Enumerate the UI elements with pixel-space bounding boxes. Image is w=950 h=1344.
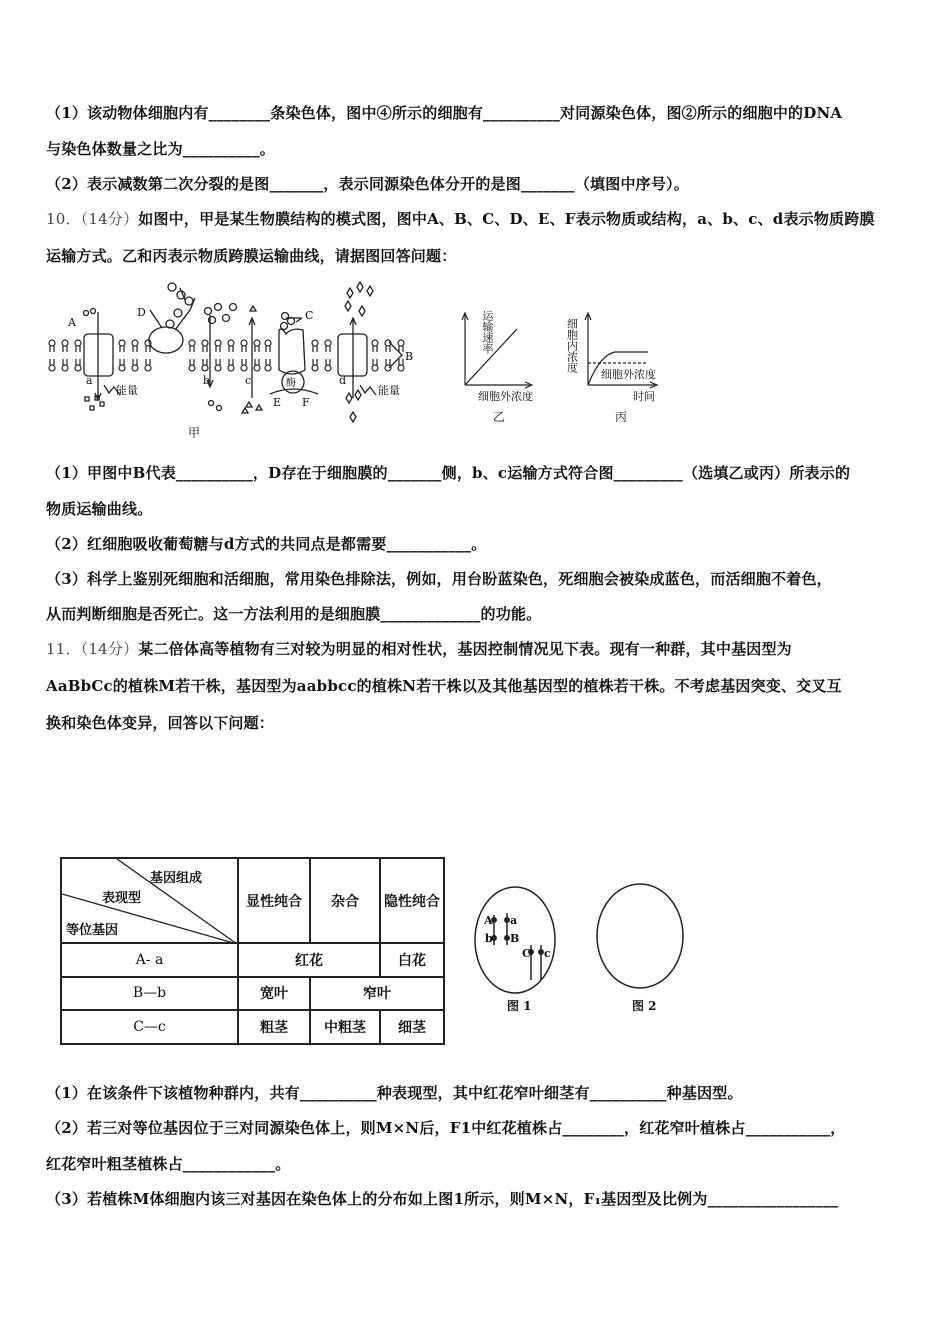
- phospholipid-tail: [216, 346, 220, 352]
- figure-jia-caption: 甲: [188, 426, 201, 440]
- gene-table: [60, 857, 445, 1045]
- phospholipid-head: [254, 340, 260, 346]
- bing-caption: 丙: [615, 410, 628, 424]
- phospholipid-tail: [399, 346, 403, 352]
- phospholipid-tail: [133, 346, 137, 352]
- phospholipid-tail: [76, 346, 80, 352]
- phospholipid-head: [189, 365, 195, 371]
- glycoprotein-chain: [150, 288, 195, 330]
- q11-line-3: 换和染色体变异，回答以下问题：: [46, 714, 275, 732]
- phospholipid-tail: [203, 359, 207, 365]
- phospholipid-head: [189, 340, 195, 346]
- label-a: a: [86, 374, 93, 387]
- table-row: [61, 1010, 444, 1044]
- graph-yi: [462, 313, 532, 388]
- q10-sub3-line-2: 从而判断细胞是否死亡。这一方法利用的是细胞膜_____________的功能。: [46, 605, 542, 623]
- q10-line-2: 运输方式。乙和丙表示物质跨膜运输曲线，请据图回答问题：: [46, 247, 457, 265]
- phospholipid-tail: [242, 346, 246, 352]
- q11-sub2-line-1: （2）若三对等位基因位于三对同源染色体上，则M×N后，F1中红花植株占________，红花窄叶植株占___________，: [46, 1119, 846, 1137]
- label-D: D: [137, 306, 146, 319]
- chromosomes: [492, 913, 543, 980]
- label-c: c: [245, 374, 252, 387]
- phospholipid-tail: [133, 359, 137, 365]
- phospholipid-tail: [120, 346, 124, 352]
- phospholipid-head: [145, 365, 151, 371]
- cell: 红花: [238, 943, 380, 977]
- phospholipid-tail: [326, 346, 330, 352]
- q10-sub2: （2）红细胞吸收葡萄糖与d方式的共同点是都需要___________。: [46, 535, 487, 553]
- fig1-caption: 图 1: [507, 999, 532, 1013]
- q9-line-1: （1）该动物体细胞内有________条染色体，图中④所示的细胞有__________对同源染色体，图②所示的细胞中的DNA: [46, 104, 843, 122]
- label-A: A: [68, 316, 76, 329]
- phospholipid-tail: [229, 346, 233, 352]
- phospholipid-head: [202, 365, 208, 371]
- phospholipid-tail: [229, 359, 233, 365]
- phospholipid-head: [325, 365, 331, 371]
- q10-stem-1: 如图中，甲是某生物膜结构的模式图，图中A、B、C、D、E、F表示物质或结构，a、b、c、d表示物质跨膜: [138, 210, 875, 228]
- cell: 细茎: [380, 1010, 444, 1044]
- allele-A: A: [484, 914, 493, 927]
- cell-figures: [460, 880, 700, 1020]
- phospholipid-head: [385, 365, 391, 371]
- header-hetero: 杂合: [310, 858, 380, 943]
- cell: 白花: [380, 943, 444, 977]
- q11-line-1: [46, 638, 792, 659]
- phospholipid-tail: [255, 346, 259, 352]
- table-corner: [61, 858, 238, 943]
- table-row: [61, 943, 444, 977]
- q10-number: 10．（14分）: [46, 210, 139, 228]
- corner-top: 基因组成: [150, 871, 203, 886]
- phospholipid-head: [228, 340, 234, 346]
- phospholipid-tail: [120, 359, 124, 365]
- label-B: B: [405, 350, 414, 363]
- phospholipid-tail: [203, 346, 207, 352]
- phospholipid-tail: [266, 359, 270, 365]
- allele-C: C: [522, 947, 531, 960]
- q11-sub2-line-2: 红花窄叶粗茎植株占____________。: [46, 1155, 291, 1173]
- corner-bottom: 等位基因: [66, 923, 119, 938]
- phospholipid-head: [254, 365, 260, 371]
- phospholipid-tail: [190, 346, 194, 352]
- bing-ylabel: 细胞内浓度: [565, 318, 579, 373]
- phospholipid-head: [228, 365, 234, 371]
- phospholipid-head: [265, 365, 271, 371]
- row-gene: B—b: [61, 977, 238, 1011]
- phospholipid-head: [398, 365, 404, 371]
- phospholipid-head: [132, 340, 138, 346]
- q11-stem-1: 某二倍体高等植物有三对较为明显的相对性状，基因控制情况见下表。现有一种群，其中基因型为: [138, 640, 792, 658]
- phospholipid-head: [119, 365, 125, 371]
- phospholipid-tail: [386, 359, 390, 365]
- header-dominant: 显性纯合: [238, 858, 310, 943]
- phospholipid-head: [62, 365, 68, 371]
- phospholipid-tail: [216, 359, 220, 365]
- phospholipid-head: [372, 340, 378, 346]
- cell: 窄叶: [310, 977, 444, 1011]
- label-E: E: [273, 396, 282, 409]
- phospholipid-head: [325, 340, 331, 346]
- q10-sub3-line-1: （3）科学上鉴别死细胞和活细胞，常用染色排除法，例如，用台盼蓝染色，死细胞会被染成蓝色，而活细胞不着色，: [46, 570, 832, 588]
- allele-c: c: [544, 947, 551, 960]
- phospholipid-head: [312, 340, 318, 346]
- phospholipid-head: [372, 365, 378, 371]
- phospholipid-head: [132, 365, 138, 371]
- corner-middle: 表现型: [102, 891, 142, 906]
- yi-caption: 乙: [493, 410, 506, 424]
- phospholipid-head: [241, 365, 247, 371]
- label-b: b: [203, 374, 211, 387]
- header-recessive: 隐性纯合: [380, 858, 444, 943]
- phospholipid-head: [202, 340, 208, 346]
- phospholipid-tail: [50, 346, 54, 352]
- label-F: F: [302, 396, 310, 409]
- cell: 宽叶: [238, 977, 310, 1011]
- label-C: C: [305, 309, 314, 322]
- row-gene: A- a: [61, 943, 238, 977]
- phospholipid-head: [119, 340, 125, 346]
- phospholipid-head: [49, 365, 55, 371]
- phospholipid-tail: [313, 359, 317, 365]
- phospholipid-tail: [242, 359, 246, 365]
- bing-xlabel: 时间: [633, 390, 655, 403]
- cell-fig2: [597, 884, 683, 988]
- phospholipid-head: [215, 340, 221, 346]
- allele-b: b: [485, 932, 493, 945]
- phospholipid-bilayer: [49, 340, 404, 371]
- phospholipid-tail: [326, 359, 330, 365]
- phospholipid-tail: [386, 346, 390, 352]
- yi-xlabel: 细胞外浓度: [478, 390, 533, 403]
- q9-line-2: 与染色体数量之比为__________。: [46, 140, 276, 158]
- bing-line-label: 细胞外浓度: [601, 368, 656, 381]
- phospholipid-tail: [146, 359, 150, 365]
- phospholipid-head: [215, 365, 221, 371]
- phospholipid-tail: [190, 359, 194, 365]
- phospholipid-head: [49, 340, 55, 346]
- phospholipid-head: [265, 340, 271, 346]
- phospholipid-head: [241, 340, 247, 346]
- q9-line-3: （2）表示减数第二次分裂的是图_______，表示同源染色体分开的是图_______（填图中序号）。: [46, 175, 689, 193]
- phospholipid-tail: [63, 346, 67, 352]
- phospholipid-head: [312, 365, 318, 371]
- phospholipid-head: [75, 365, 81, 371]
- phospholipid-tail: [50, 359, 54, 365]
- q11-line-2: AaBbCc的植株M若干株，基因型为aabbcc的植株N若干株以及其他基因型的植株若干株。不考虑基因突变、交叉互: [46, 677, 842, 695]
- phospholipid-tail: [255, 359, 259, 365]
- phospholipid-head: [398, 340, 404, 346]
- phospholipid-tail: [63, 359, 67, 365]
- phospholipid-tail: [76, 359, 80, 365]
- phospholipid-tail: [373, 359, 377, 365]
- energy-label-d: 能量: [378, 384, 400, 397]
- cell: 粗茎: [238, 1010, 310, 1044]
- energy-label-a: 能量: [116, 384, 138, 397]
- svg-text:运输速率: [450, 310, 494, 354]
- fig2-caption: 图 2: [632, 999, 657, 1013]
- yi-ylabel: 运输速率: [450, 310, 494, 323]
- q11-sub1: （1）在该条件下该植物种群内，共有__________种表现型，其中红花窄叶细茎有__________种基因型。: [46, 1084, 743, 1102]
- cell: 中粗茎: [310, 1010, 380, 1044]
- allele-B: B: [510, 932, 520, 945]
- glycoprotein-d: [149, 327, 183, 353]
- table-row: [61, 977, 444, 1011]
- rate-line: [465, 329, 517, 385]
- phospholipid-tail: [146, 346, 150, 352]
- channel-protein: [279, 329, 305, 374]
- phospholipid-head: [62, 340, 68, 346]
- phospholipid-tail: [373, 346, 377, 352]
- phospholipid-tail: [313, 346, 317, 352]
- phospholipid-head: [75, 340, 81, 346]
- label-d: d: [339, 374, 347, 387]
- allele-a: a: [510, 914, 518, 927]
- row-gene: C—c: [61, 1010, 238, 1044]
- membrane-figure: [0, 0, 950, 450]
- q11-sub3: （3）若植株M体细胞内该三对基因在染色体上的分布如上图1所示，则M×N，F₁基因型及比例为_________________: [46, 1190, 839, 1208]
- q10-sub1-line-2: 物质运输曲线。: [46, 500, 153, 518]
- phospholipid-tail: [399, 359, 403, 365]
- phospholipid-tail: [266, 346, 270, 352]
- q10-sub1-line-1: （1）甲图中B代表__________，D存在于细胞膜的_______侧，b、c运输方式符合图_________（选填乙或丙）所表示的: [46, 464, 851, 482]
- enzyme-label: 酶: [286, 378, 296, 389]
- q11-number: 11．（14分）: [46, 640, 139, 658]
